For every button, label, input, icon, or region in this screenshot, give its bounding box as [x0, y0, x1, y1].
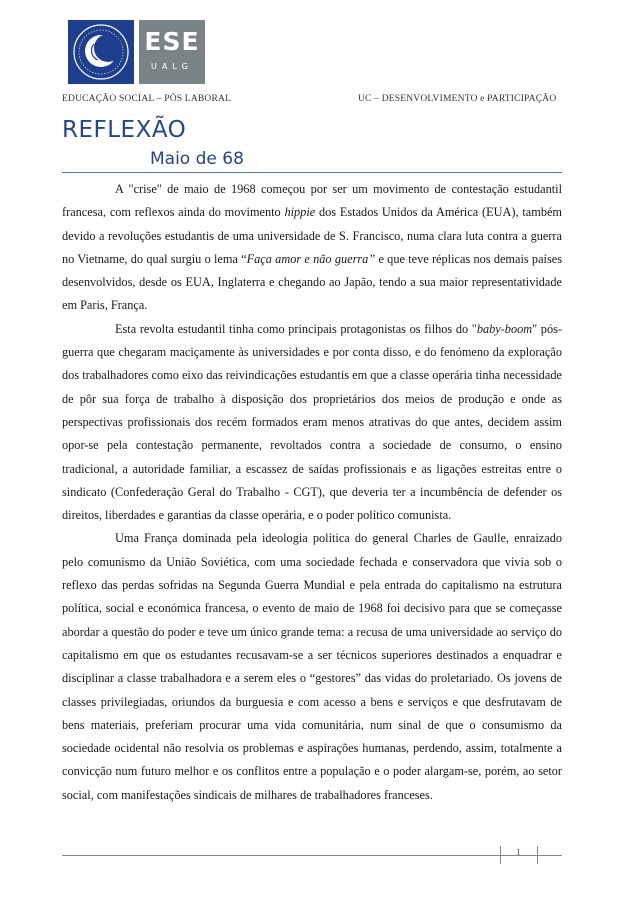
footer-divider: [62, 855, 562, 856]
paragraph-1: [62, 178, 562, 318]
page-title: REFLEXÃO: [62, 117, 187, 143]
running-header-course: EDUCAÇÃO SOCIAL – PÓS LABORAL: [62, 94, 232, 104]
running-header-unit: UC – DESENVOLVIMENTO e PARTICIPAÇÃO: [358, 94, 557, 104]
text-run: Esta revolta estudantil tinha como principais protagonistas os filhos do ": [115, 321, 477, 336]
emphasis-slogan: Faça amor e não guerra”: [246, 251, 376, 266]
ualg-logo: [68, 20, 134, 84]
emphasis-hippie: hippie: [284, 205, 316, 220]
page-subtitle: Maio de 68: [150, 149, 244, 169]
ese-logo-subtext: UALG: [151, 62, 193, 71]
ese-logo: [139, 20, 205, 84]
paragraph-2: [62, 318, 562, 528]
crescent-moon-icon: [68, 20, 134, 84]
paragraph-3: Uma França dominada pela ideologia política do general Charles de Gaulle, enraizado pelo comunismo da União Soviética, com uma sociedade fechada e conservadora que vivia sob o reflexo das perdas sofridas na Segunda Guerra Mundial e pela entrada do capitalismo na estrutura política, social e económica francesa, o evento de maio de 1968 foi decisivo para que se começasse abordar a questão do poder e teve um único grande tema: a recusa de uma universidade ao serviço do capitalismo em que os estudantes recusavam-se a ser técnicos superiores destinados a enquadrar e disciplinar a classe trabalhadora e a serem eles o “gestores” das vidas do proletariado. Os jovens de classes privilegiadas, oriundos da burguesia e com acesso a bens e serviços e que desfrutavam de bens materiais, preferiam procurar uma vida comunitária, num sinal de que o consumismo da sociedade ocidental não resolvia os problemas e aspirações humanas, perdendo, assim, totalmente a convicção num futuro melhor e os conflitos entre a população e o poder alargam-se, porém, ao setor social, com manifestações sindicais de milhares de trabalhadores franceses.: [62, 531, 562, 802]
title-divider: [62, 172, 562, 173]
text-run: dos Estados Unidos da América (EUA), também devido a revoluções estudantis de uma universidade de S. Francisco, numa clara luta contra a guerra no Vietname, do qual surgiu o lema “: [62, 205, 562, 266]
text-run: e que teve réplicas nos demais países desenvolvidos, desde os EUA, Inglaterra e chegando ao Japão, tendo a sua maior representatividade em Paris, França.: [62, 251, 562, 313]
page-number: 1: [516, 847, 521, 857]
document-body: [62, 178, 562, 807]
emphasis-baby-boom: baby-boom: [476, 321, 533, 336]
text-run: A "crise" de maio de 1968 começou por ser um movimento de contestação estudantil francesa, com reflexos ainda do movimento: [62, 182, 562, 220]
ese-logo-text: ESE: [144, 27, 200, 56]
text-run: " pós-guerra que chegaram maciçamente às universidades e por conta disso, e do fenómeno da exploração dos trabalhadores como eixo das reivindicações estudantis em que a classe operária tinha necessidade de pôr sua força de trabalho à disposição dos proprietários dos meios de produção e onde as perspectivas profissionais dos recém formados eram menos atrativas do que antes, decidem assim opor-se pela contestação permanente, revoltados contra a sociedade de consumo, o ensino tradicional, a autoridade familiar, a escassez de saídas profissionais e as ligações estreitas entre o sindicato (Confederação Geral do Trabalho - CGT), que deveria ter a incumbência de defender os direitos, liberdades e garantias da classe operária, e o poder político comunista.: [62, 321, 562, 523]
